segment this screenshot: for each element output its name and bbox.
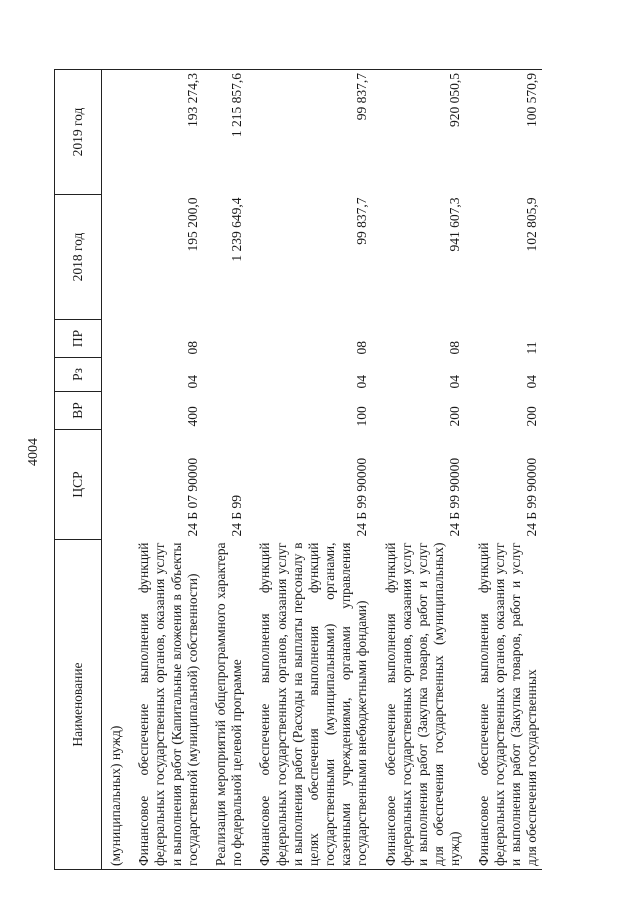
row-csr: 24 Б 99 90000: [524, 457, 540, 537]
row-csr: 24 Б 07 90000: [184, 457, 200, 537]
row-2018: 99 837,7: [354, 197, 370, 245]
row-csr: [102, 430, 127, 540]
row-2019: 1 215 857,6: [203, 70, 247, 195]
budget-table-frame: [54, 70, 594, 870]
row-pr: 08: [354, 341, 370, 355]
row-vr: 100: [354, 406, 370, 427]
row-pr: [102, 320, 127, 358]
row-rz: 04: [524, 375, 540, 389]
row-csr: 24 Б 99 90000: [447, 457, 463, 537]
row-2019: 99 837,7: [247, 70, 372, 195]
table-row: [247, 70, 372, 870]
table-header: [55, 70, 102, 870]
row-csr: 24 Б 99: [229, 494, 245, 537]
row-2018: 1 239 649,4: [229, 197, 245, 262]
row-2019: 920 050,5: [373, 70, 466, 195]
row-2018: [102, 195, 127, 320]
header-name: Наименование: [55, 540, 102, 870]
table-row: [373, 70, 466, 870]
row-name: Финансовое обеспечение выполнения функций федеральных государственных органов, оказания услуг и выполнения работ (Капитальные вложения в объекты государственной (муниципальной) собственности): [126, 540, 203, 870]
row-2019: [102, 70, 127, 195]
budget-table: [54, 69, 542, 870]
row-name: Финансовое обеспечение выполнения функций федеральных государственных органов, оказания услуг и выполнения работ (Закупка товаров, работ и услуг для обеспечения государственных: [466, 540, 543, 870]
row-name: Финансовое обеспечение выполнения функций федеральных государственных органов, оказания услуг и выполнения работ (Расходы на выплаты персоналу в целях обеспечения выполнения функций государственными (муниципальными) органами, казенными учреждениями, органами управления государственными внебюджетными фондами): [247, 540, 372, 870]
page-number-text: 4004: [26, 438, 41, 466]
row-2019: 100 570,9: [466, 70, 543, 195]
table-row: [126, 70, 203, 870]
header-2018: 2018 год: [55, 195, 102, 320]
header-row: [55, 70, 102, 870]
row-pr: [203, 320, 247, 358]
row-pr: 08: [447, 341, 463, 355]
row-rz: 04: [354, 375, 370, 389]
row-2019: 193 274,3: [126, 70, 203, 195]
row-2018: 941 607,3: [447, 197, 463, 252]
row-vr: 400: [184, 406, 200, 427]
header-rz: Рз: [55, 358, 102, 392]
header-csr: ЦСР: [55, 430, 102, 540]
row-vr: 200: [447, 406, 463, 427]
row-csr: 24 Б 99 90000: [354, 457, 370, 537]
page-number: [14, 432, 54, 472]
row-rz: 04: [447, 375, 463, 389]
header-2019: 2019 год: [55, 70, 102, 195]
row-pr: 11: [524, 341, 540, 355]
row-rz: 04: [184, 375, 200, 389]
row-pr: 08: [184, 341, 200, 355]
table-row: [466, 70, 543, 870]
row-2018: 102 805,9: [524, 197, 540, 252]
row-rz: [203, 358, 247, 392]
row-vr: [203, 392, 247, 430]
header-pr: ПР: [55, 320, 102, 358]
row-2018: 195 200,0: [184, 197, 200, 252]
row-name: Финансовое обеспечение выполнения функций федеральных государственных органов, оказания услуг и выполнения работ (Закупка товаров, работ и услуг для обеспечения государственных (муниципальных) нужд): [373, 540, 466, 870]
table-row: [102, 70, 127, 870]
row-name: (муниципальных) нужд): [102, 540, 127, 870]
table-body: [102, 70, 543, 870]
table-row: [203, 70, 247, 870]
row-name: Реализация мероприятий общепрограммного характера по федеральной целевой программе: [203, 540, 247, 870]
row-vr: 200: [524, 406, 540, 427]
header-vr: ВР: [55, 392, 102, 430]
row-rz: [102, 358, 127, 392]
row-vr: [102, 392, 127, 430]
